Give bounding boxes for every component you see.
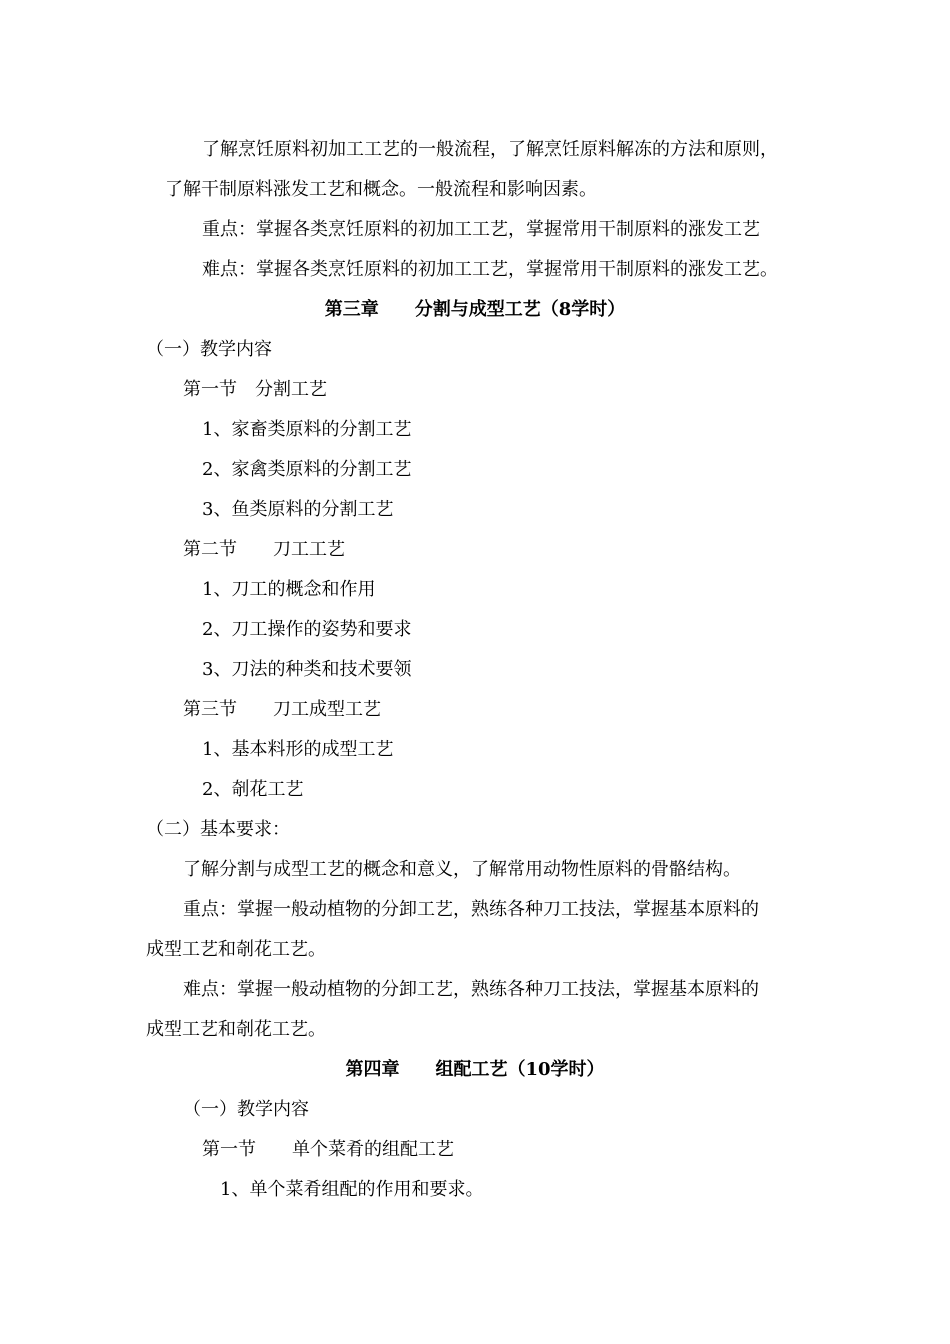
list-item: 1、单个菜肴组配的作用和要求。 — [220, 1179, 484, 1200]
list-item: 1、家畜类原料的分割工艺 — [202, 419, 412, 440]
paragraph-line: 了解干制原料涨发工艺和概念。一般流程和影响因素。 — [165, 179, 597, 200]
subsection-title: 第一节 分割工艺 — [183, 379, 327, 400]
paragraph-line: 了解烹饪原料初加工工艺的一般流程，了解烹饪原料解冻的方法和原则， — [202, 139, 778, 160]
section-label: （一）教学内容 — [183, 1099, 309, 1120]
paragraph-line: 成型工艺和剞花工艺。 — [146, 939, 326, 960]
difficult-point-line: 难点：掌握一般动植物的分卸工艺，熟练各种刀工技法，掌握基本原料的 — [183, 979, 759, 1000]
chapter-heading: 第四章 组配工艺（10学时） — [345, 1059, 605, 1080]
subsection-title: 第三节 刀工成型工艺 — [183, 699, 381, 720]
key-point-line: 重点：掌握各类烹饪原料的初加工工艺，掌握常用干制原料的涨发工艺 — [202, 219, 760, 240]
list-item: 3、鱼类原料的分割工艺 — [202, 499, 394, 520]
key-point-line: 重点：掌握一般动植物的分卸工艺，熟练各种刀工技法，掌握基本原料的 — [183, 899, 759, 920]
list-item: 2、家禽类原料的分割工艺 — [202, 459, 412, 480]
list-item: 1、刀工的概念和作用 — [202, 579, 376, 600]
difficult-point-line: 难点：掌握各类烹饪原料的初加工工艺，掌握常用干制原料的涨发工艺。 — [202, 259, 778, 280]
section-label: （一）教学内容 — [146, 339, 272, 360]
list-item: 1、基本料形的成型工艺 — [202, 739, 394, 760]
subsection-title: 第二节 刀工工艺 — [183, 539, 345, 560]
section-label: （二）基本要求： — [146, 819, 290, 840]
chapter-heading: 第三章 分割与成型工艺（8学时） — [324, 299, 626, 320]
list-item: 2、刀工操作的姿势和要求 — [202, 619, 412, 640]
list-item: 2、剞花工艺 — [202, 779, 304, 800]
subsection-title: 第一节 单个菜肴的组配工艺 — [202, 1139, 454, 1160]
paragraph-line: 成型工艺和剞花工艺。 — [146, 1019, 326, 1040]
list-item: 3、刀法的种类和技术要领 — [202, 659, 412, 680]
paragraph-line: 了解分割与成型工艺的概念和意义，了解常用动物性原料的骨骼结构。 — [183, 859, 741, 880]
